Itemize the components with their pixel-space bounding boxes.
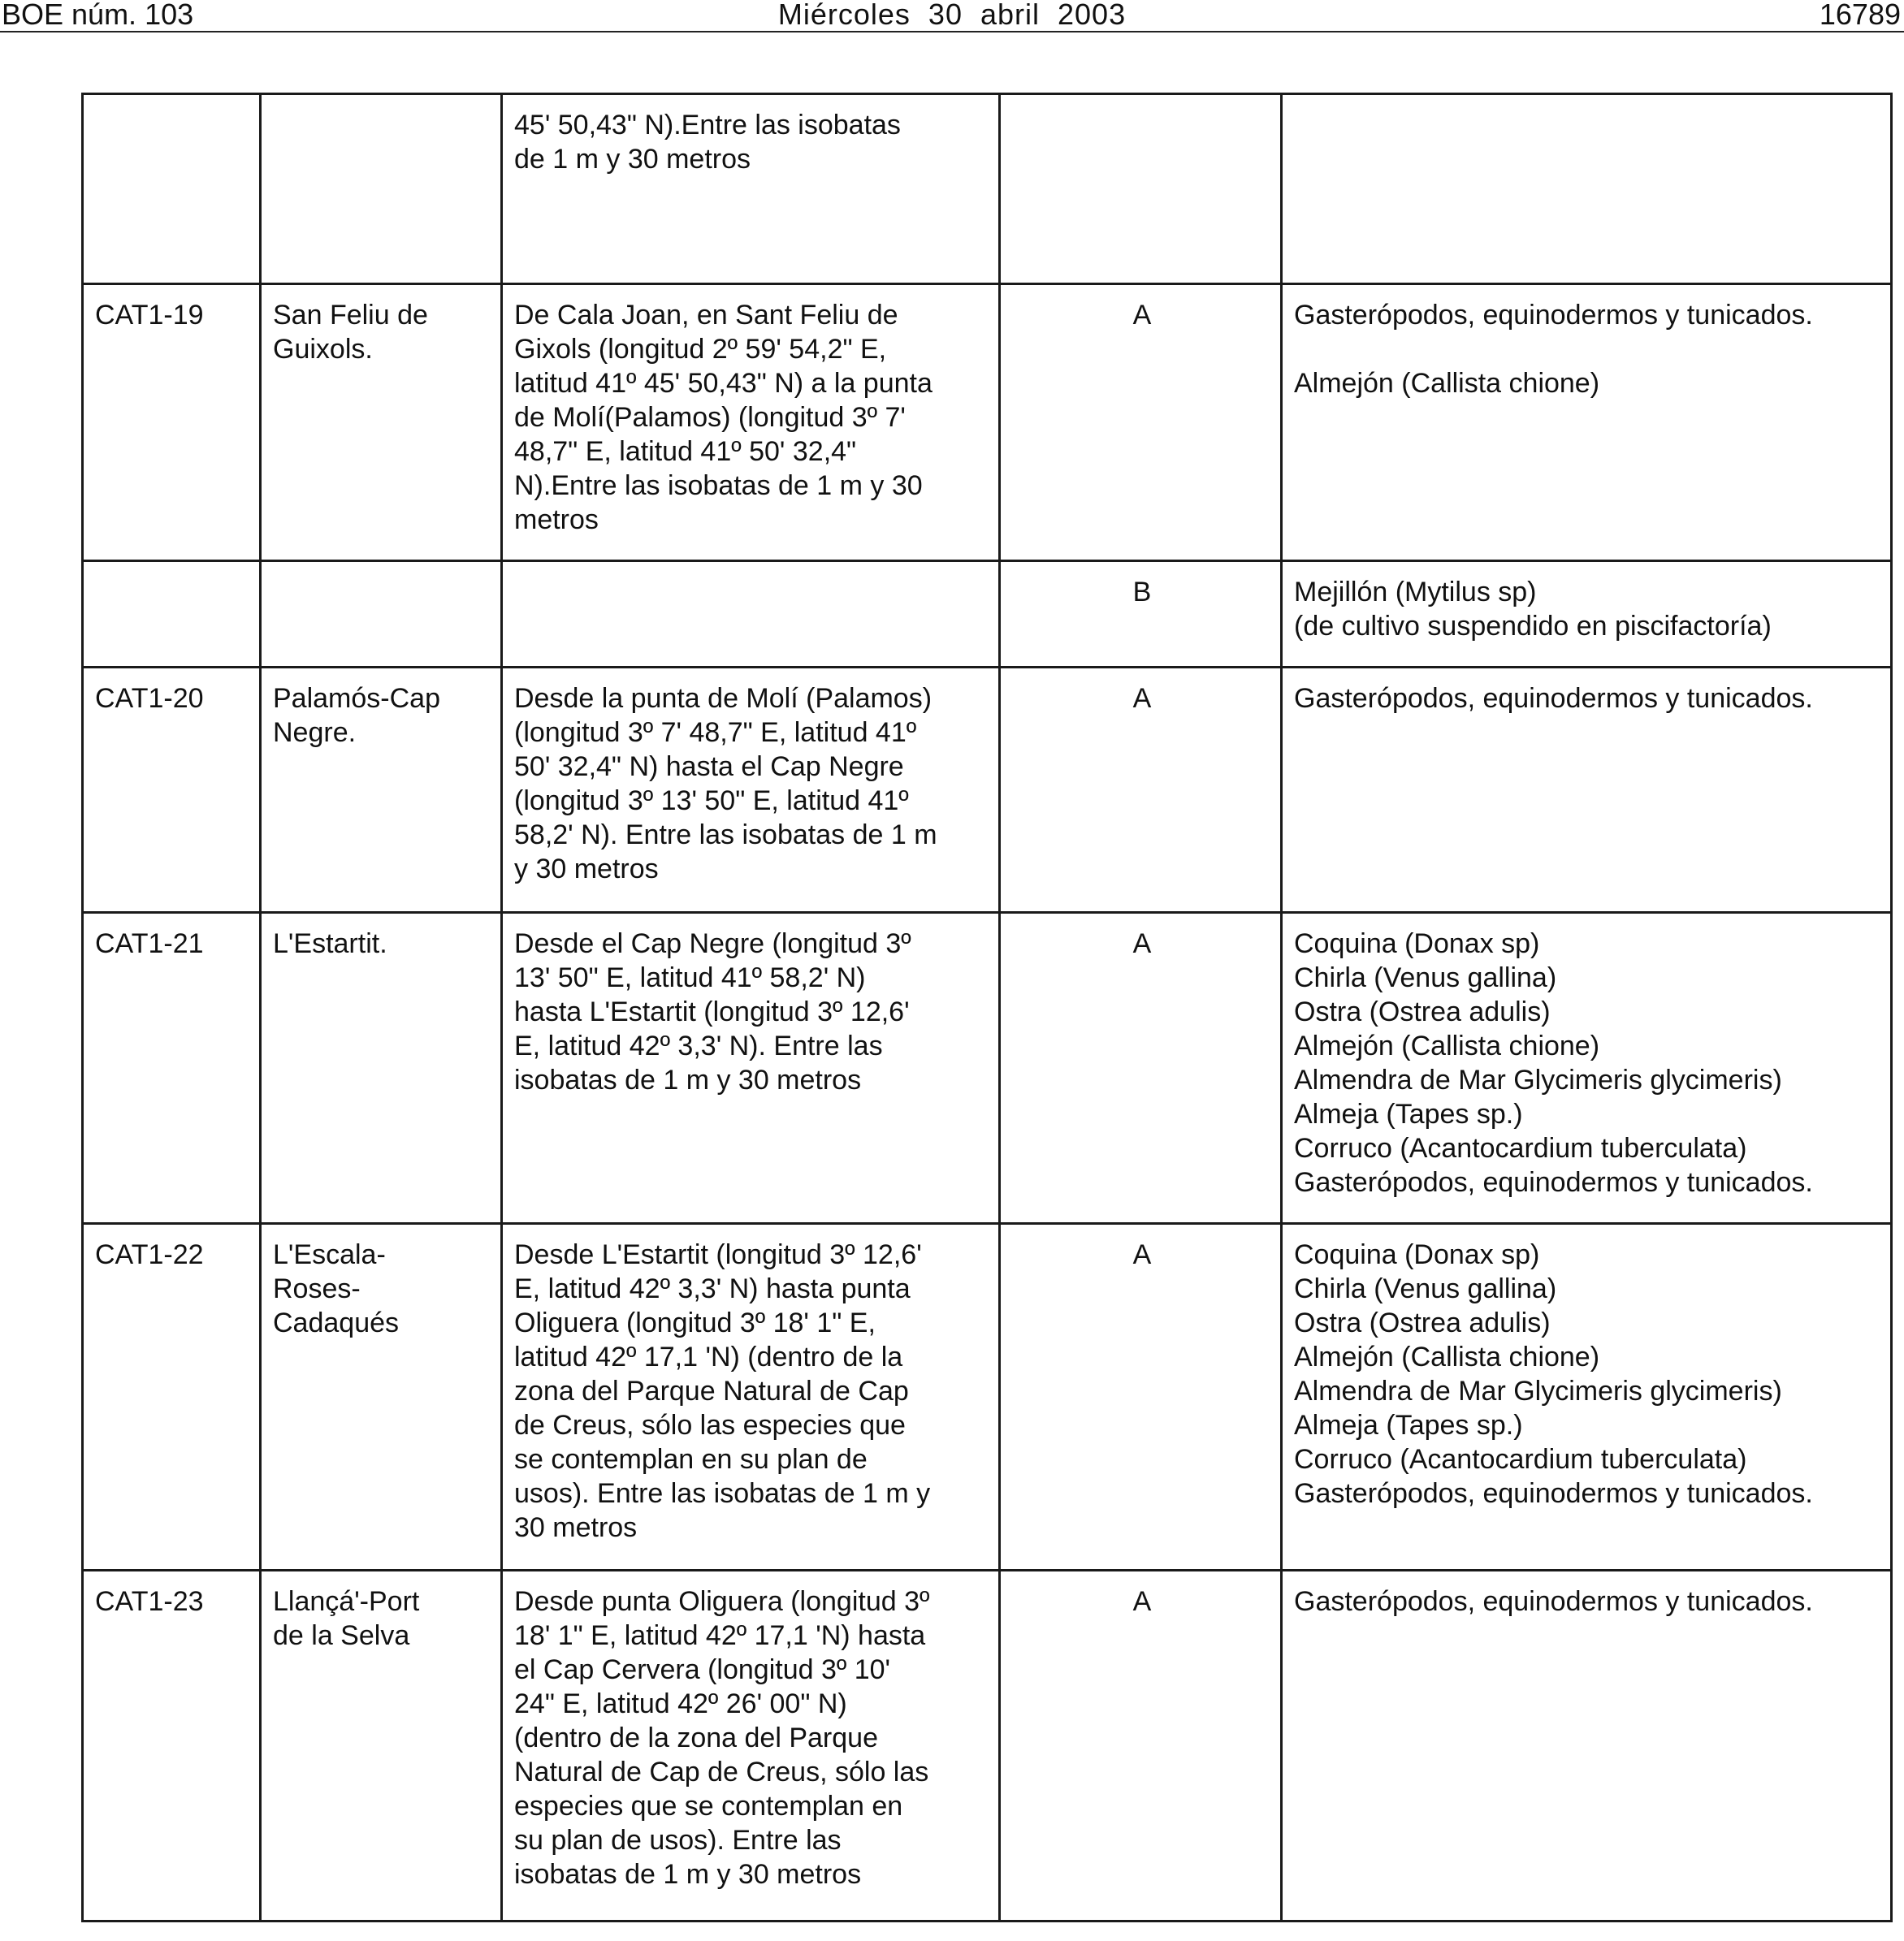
zone-class-cell <box>1000 94 1282 284</box>
zone-class-cell <box>1000 1571 1282 1922</box>
zone-name-cell <box>261 94 502 284</box>
cell-text: A <box>1132 300 1152 331</box>
cell-line: Almendra de Mar Glycimeris glycimeris) <box>1294 1065 1782 1096</box>
cell-line: Almejón (Callista chione) <box>1294 1031 1600 1061</box>
cell-line: L'Escala- <box>273 1239 386 1270</box>
cell-line: metros <box>514 504 599 535</box>
zone-description-cell <box>502 284 1000 561</box>
zone-code-cell <box>83 1571 261 1922</box>
zone-name-cell <box>261 1224 502 1571</box>
cell-line: (longitud 3º 13' 50" E, latitud 41º <box>514 785 909 816</box>
zone-name-cell <box>261 284 502 561</box>
cell-line: Gasterópodos, equinodermos y tunicados. <box>1294 683 1813 714</box>
cell-line: Almejón (Callista chione) <box>1294 1342 1600 1373</box>
zone-code-cell <box>83 1224 261 1571</box>
cell-line: Corruco (Acantocardium tuberculata) <box>1294 1133 1747 1164</box>
cell-line: N).Entre las isobatas de 1 m y 30 <box>514 470 923 501</box>
production-zones-table <box>81 93 1893 1922</box>
cell-line: Gasterópodos, equinodermos y tunicados. <box>1294 1586 1813 1617</box>
cell-line: isobatas de 1 m y 30 metros <box>514 1065 862 1096</box>
cell-line: de Molí(Palamos) (longitud 3º 7' <box>514 402 906 433</box>
zone-class-cell <box>1000 668 1282 913</box>
cell-line: 30 metros <box>514 1512 638 1543</box>
cell-line: Almeja (Tapes sp.) <box>1294 1099 1523 1130</box>
species-cell <box>1282 1571 1892 1922</box>
species-cell <box>1282 913 1892 1224</box>
cell-line: Almendra de Mar Glycimeris glycimeris) <box>1294 1376 1782 1407</box>
cell-line: Ostra (Ostrea adulis) <box>1294 1308 1551 1338</box>
publication-date: Miércoles 30 abril 2003 <box>777 0 1127 31</box>
cell-line: de la Selva <box>273 1620 410 1651</box>
table-row <box>83 913 1892 1224</box>
cell-text: A <box>1132 1239 1152 1270</box>
species-cell <box>1282 668 1892 913</box>
cell-line: E, latitud 42º 3,3' N). Entre las <box>514 1031 883 1061</box>
cell-line: Llançá'-Port <box>273 1586 420 1617</box>
cell-line: 45' 50,43" N).Entre las isobatas <box>514 110 901 140</box>
cell-line: Oliguera (longitud 3º 18' 1" E, <box>514 1308 876 1338</box>
zone-code-cell <box>83 913 261 1224</box>
cell-line: 18' 1" E, latitud 42º 17,1 'N) hasta <box>514 1620 926 1651</box>
cell-text: B <box>1132 577 1152 607</box>
zone-class-cell <box>1000 1224 1282 1571</box>
cell-line: Corruco (Acantocardium tuberculata) <box>1294 1444 1747 1475</box>
species-cell <box>1282 284 1892 561</box>
cell-line: Desde L'Estartit (longitud 3º 12,6' <box>514 1239 922 1270</box>
page-number: 16789 <box>1819 0 1901 31</box>
cell-line: Gasterópodos, equinodermos y tunicados. <box>1294 1167 1813 1198</box>
cell-line: Desde el Cap Negre (longitud 3º <box>514 928 911 959</box>
cell-line: hasta L'Estartit (longitud 3º 12,6' <box>514 996 910 1027</box>
cell-line: Coquina (Donax sp) <box>1294 928 1540 959</box>
cell-line: isobatas de 1 m y 30 metros <box>514 1859 862 1890</box>
cell-line: San Feliu de <box>273 300 428 331</box>
cell-line: Desde punta Oliguera (longitud 3º <box>514 1586 930 1617</box>
cell-line: zona del Parque Natural de Cap <box>514 1376 909 1407</box>
cell-line: Roses- <box>273 1273 361 1304</box>
cell-line: Guixols. <box>273 334 373 365</box>
zone-class-cell <box>1000 561 1282 668</box>
cell-line: (de cultivo suspendido en piscifactoría) <box>1294 611 1772 642</box>
zone-code-cell <box>83 668 261 913</box>
cell-line: L'Estartit. <box>273 928 387 959</box>
cell-line: Palamós-Cap <box>273 683 440 714</box>
cell-text: CAT1-21 <box>95 928 204 959</box>
table-row <box>83 668 1892 913</box>
zone-class-cell <box>1000 913 1282 1224</box>
cell-line: Chirla (Venus gallina) <box>1294 1273 1557 1304</box>
cell-line: 24" E, latitud 42º 26' 00" N) <box>514 1688 847 1719</box>
zone-name-cell <box>261 913 502 1224</box>
cell-line: Gasterópodos, equinodermos y tunicados. <box>1294 1478 1813 1509</box>
zone-name-cell <box>261 561 502 668</box>
cell-line: Cadaqués <box>273 1308 400 1338</box>
cell-line: Mejillón (Mytilus sp) <box>1294 577 1537 607</box>
zone-name-cell <box>261 1571 502 1922</box>
zone-description-cell <box>502 913 1000 1224</box>
cell-line: de Creus, sólo las especies que <box>514 1410 906 1441</box>
cell-line: el Cap Cervera (longitud 3º 10' <box>514 1654 891 1685</box>
cell-line: usos). Entre las isobatas de 1 m y <box>514 1478 931 1509</box>
species-cell <box>1282 561 1892 668</box>
cell-line: De Cala Joan, en Sant Feliu de <box>514 300 898 331</box>
cell-text: A <box>1132 928 1152 959</box>
cell-line: 13' 50" E, latitud 41º 58,2' N) <box>514 962 866 993</box>
table-row <box>83 1571 1892 1922</box>
zone-description-cell <box>502 94 1000 284</box>
cell-line: 50' 32,4" N) hasta el Cap Negre <box>514 751 904 782</box>
cell-line: Almejón (Callista chione) <box>1294 368 1600 399</box>
cell-line: Coquina (Donax sp) <box>1294 1239 1540 1270</box>
cell-text: CAT1-23 <box>95 1586 204 1617</box>
zone-name-cell <box>261 668 502 913</box>
cell-line: se contemplan en su plan de <box>514 1444 868 1475</box>
table-row <box>83 94 1892 284</box>
cell-line: Ostra (Ostrea adulis) <box>1294 996 1551 1027</box>
cell-line: Natural de Cap de Creus, sólo las <box>514 1757 929 1788</box>
table-row <box>83 284 1892 561</box>
cell-line: Gasterópodos, equinodermos y tunicados. <box>1294 300 1813 331</box>
zone-code-cell <box>83 94 261 284</box>
cell-line: E, latitud 42º 3,3' N) hasta punta <box>514 1273 911 1304</box>
zone-description-cell <box>502 668 1000 913</box>
zone-code-cell <box>83 284 261 561</box>
cell-line: 48,7" E, latitud 41º 50' 32,4" <box>514 436 857 467</box>
cell-line: especies que se contemplan en <box>514 1791 903 1822</box>
cell-line: latitud 42º 17,1 'N) (dentro de la <box>514 1342 903 1373</box>
page-header <box>0 0 1904 32</box>
zone-description-cell <box>502 1571 1000 1922</box>
cell-text: A <box>1132 683 1152 714</box>
species-cell <box>1282 94 1892 284</box>
cell-line: de 1 m y 30 metros <box>514 144 751 175</box>
table-row <box>83 561 1892 668</box>
species-cell <box>1282 1224 1892 1571</box>
cell-line: 58,2' N). Entre las isobatas de 1 m <box>514 819 937 850</box>
cell-line: (longitud 3º 7' 48,7" E, latitud 41º <box>514 717 917 748</box>
cell-line: Chirla (Venus gallina) <box>1294 962 1557 993</box>
zone-code-cell <box>83 561 261 668</box>
cell-line: Almeja (Tapes sp.) <box>1294 1410 1523 1441</box>
cell-line: Gixols (longitud 2º 59' 54,2" E, <box>514 334 887 365</box>
cell-text: A <box>1132 1586 1152 1617</box>
cell-text: CAT1-22 <box>95 1239 204 1270</box>
cell-line: latitud 41º 45' 50,43" N) a la punta <box>514 368 933 399</box>
cell-text: CAT1-20 <box>95 683 204 714</box>
cell-line: y 30 metros <box>514 854 659 884</box>
table-row <box>83 1224 1892 1571</box>
cell-line: Desde la punta de Molí (Palamos) <box>514 683 933 714</box>
cell-line: su plan de usos). Entre las <box>514 1825 842 1856</box>
cell-line: (dentro de la zona del Parque <box>514 1723 878 1753</box>
cell-text: CAT1-19 <box>95 300 204 331</box>
bulletin-number: BOE núm. 103 <box>2 0 194 31</box>
zone-description-cell <box>502 1224 1000 1571</box>
zone-description-cell <box>502 561 1000 668</box>
cell-line: Negre. <box>273 717 357 748</box>
zone-class-cell <box>1000 284 1282 561</box>
